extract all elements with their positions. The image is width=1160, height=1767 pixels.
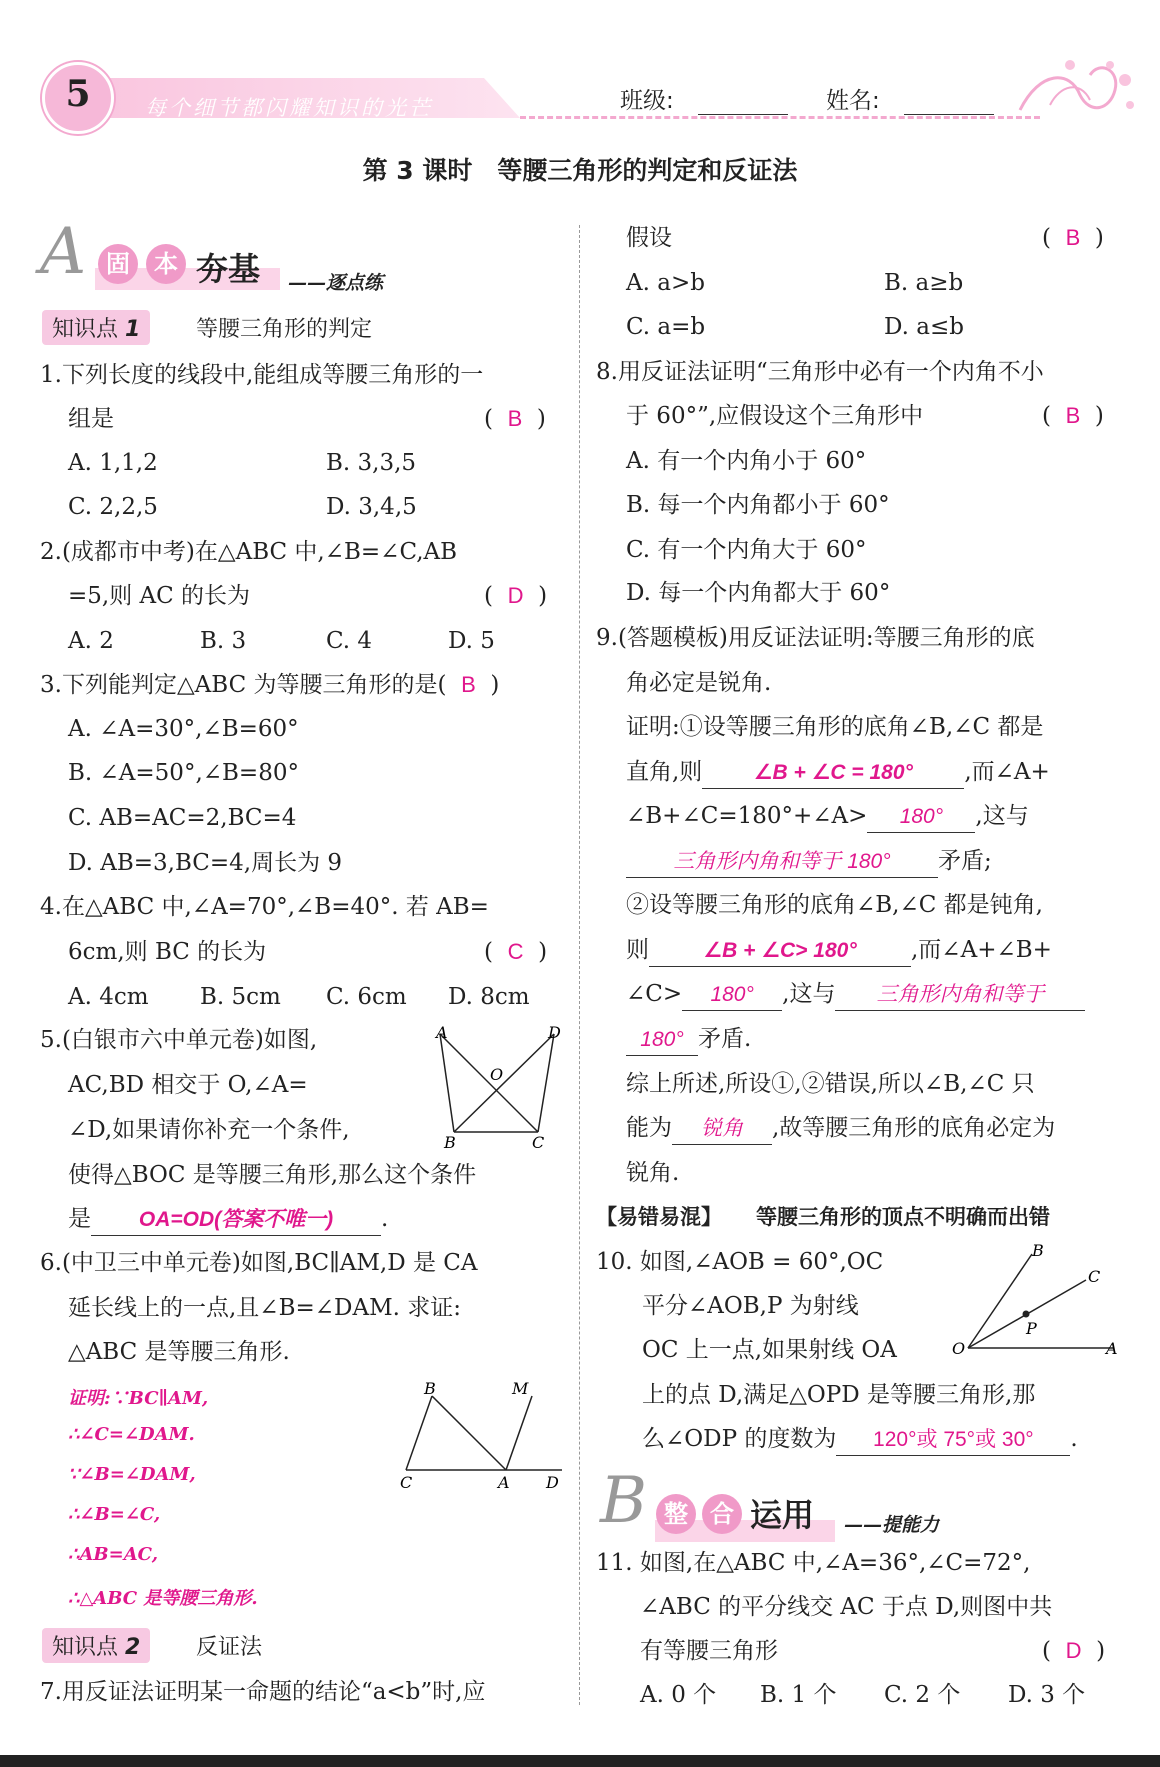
section-b-letter: B bbox=[600, 1464, 648, 1538]
q5-fig-label-c: C bbox=[532, 1133, 545, 1148]
q4-line1: 4.在△ABC 中,∠A=70°,∠B=40°. 若 AB= bbox=[40, 894, 489, 920]
q9-line11: 综上所述,所设①,②错误,所以∠B,∠C 只 bbox=[626, 1071, 1035, 1097]
q9-line4 bbox=[626, 757, 1050, 789]
q2-option-c: C. 4 bbox=[326, 628, 373, 654]
q11-line2: ∠ABC 的平分线交 AC 于点 D,则图中共 bbox=[640, 1594, 1053, 1620]
q9-line9b: ,这与 bbox=[782, 981, 836, 1007]
q9-blank-2: 180° bbox=[867, 802, 975, 833]
q10-fig-label-a: A bbox=[1106, 1339, 1118, 1358]
q10-fig-label-p: P bbox=[1026, 1319, 1037, 1338]
q9-blank-6a: 三角形内角和等于 bbox=[835, 980, 1085, 1011]
q9-line1: 9.(答题模板)用反证法证明:等腰三角形的底 bbox=[596, 625, 1035, 651]
q11-answer: D bbox=[1065, 1638, 1082, 1663]
q10-figure bbox=[946, 1240, 1122, 1360]
q5-line2: AC,BD 相交于 O,∠A= bbox=[68, 1072, 308, 1098]
q11-line3: 有等腰三角形 bbox=[640, 1638, 778, 1664]
q9-line2: 角必定是锐角. bbox=[626, 670, 772, 696]
q3-stem: 3.下列能判定△ABC 为等腰三角形的是( bbox=[40, 672, 447, 698]
q7-line2: 假设 bbox=[626, 225, 672, 251]
q9-line8b: ,而∠A+∠B+ bbox=[911, 937, 1052, 963]
q2-option-b: B. 3 bbox=[200, 628, 247, 654]
q9-line4b: ,而∠A+ bbox=[964, 759, 1050, 785]
q9-line8a: 则 bbox=[626, 937, 649, 963]
q4-line2: 6cm,则 BC 的长为 bbox=[68, 939, 267, 965]
kp2-number: 2 bbox=[125, 1635, 141, 1660]
q7-option-a: A. a>b bbox=[626, 270, 705, 296]
class-label: 班级: bbox=[620, 88, 674, 114]
q2-option-d: D. 5 bbox=[448, 628, 495, 654]
q9-line12b: ,故等腰三角形的底角必定为 bbox=[772, 1115, 1056, 1141]
q3-answer: B bbox=[461, 672, 476, 697]
q10-fig-label-b: B bbox=[1032, 1241, 1044, 1260]
q6-proof-line-4: ∴∠B=∠C, bbox=[68, 1504, 161, 1525]
q10-line2: 平分∠AOB,P 为射线 bbox=[642, 1293, 859, 1319]
q5-answer: OA=OD(答案不唯一) bbox=[91, 1205, 381, 1236]
q6-proof-line-2: ∴∠C=∠DAM. bbox=[68, 1424, 195, 1445]
column-divider bbox=[579, 225, 580, 1705]
kp-number: 1 bbox=[125, 317, 141, 342]
q10-line3: OC 上一点,如果射线 OA bbox=[642, 1337, 897, 1363]
q3-option-d: D. AB=3,BC=4,周长为 9 bbox=[68, 850, 343, 876]
q1-line1: 1.下列长度的线段中,能组成等腰三角形的一 bbox=[40, 362, 484, 388]
q7-line1: 7.用反证法证明某一命题的结论“a<b”时,应 bbox=[40, 1679, 486, 1705]
q2-answer-box: ( D ) bbox=[484, 583, 548, 609]
q9-blank-3: 三角形内角和等于 180° bbox=[626, 847, 938, 878]
header-dashed-line bbox=[520, 116, 1040, 119]
section-b-subtitle: ——提能力 bbox=[844, 1514, 940, 1536]
q9-blank-5: 180° bbox=[682, 980, 782, 1011]
q5-line5: 是 OA=OD(答案不唯一) . bbox=[68, 1204, 388, 1236]
q9-line13: 锐角. bbox=[626, 1160, 680, 1186]
q11-option-d: D. 3 个 bbox=[1008, 1682, 1086, 1708]
q5-fig-label-b: B bbox=[444, 1133, 456, 1148]
q10-line5a: 么∠ODP 的度数为 bbox=[642, 1426, 837, 1452]
q9-line6b: 矛盾; bbox=[938, 848, 992, 874]
q9-line5a: ∠B+∠C=180°+∠A> bbox=[626, 803, 868, 829]
q6-proof-line-5: ∴AB=AC, bbox=[68, 1544, 158, 1565]
knowledge-point-badge-2 bbox=[42, 1628, 150, 1663]
lesson-title: 第 3 课时 等腰三角形的判定和反证法 bbox=[362, 156, 798, 185]
q1-line2: 组是 bbox=[68, 406, 114, 432]
q6-proof-line-3: ∵∠B=∠DAM, bbox=[68, 1464, 196, 1485]
q9-blank-7: 锐角 bbox=[672, 1114, 772, 1145]
q2-option-a: A. 2 bbox=[68, 628, 114, 654]
q3-option-b: B. ∠A=50°,∠B=80° bbox=[68, 760, 299, 786]
q11-option-b: B. 1 个 bbox=[760, 1682, 837, 1708]
q6-proof-line-6: ∴△ABC 是等腰三角形. bbox=[68, 1588, 258, 1609]
q7-option-d: D. a≤b bbox=[884, 314, 964, 340]
q4-option-c: C. 6cm bbox=[326, 984, 407, 1010]
q4-answer-box: ( C ) bbox=[484, 939, 548, 965]
q9-line5 bbox=[626, 801, 1029, 833]
section-b-circle-2: 合 bbox=[702, 1494, 742, 1534]
q4-option-b: B. 5cm bbox=[200, 984, 281, 1010]
q9-line6 bbox=[626, 846, 992, 878]
q6-fig-label-c: C bbox=[400, 1473, 413, 1490]
q5-fig-label-a: A bbox=[436, 1024, 448, 1042]
section-a-letter: A bbox=[40, 215, 87, 289]
q1-option-b: B. 3,3,5 bbox=[326, 450, 417, 476]
q9-blank-4: ∠B + ∠C> 180° bbox=[649, 936, 911, 967]
q7-option-c: C. a=b bbox=[626, 314, 706, 340]
q1-option-d: D. 3,4,5 bbox=[326, 494, 417, 520]
q9-line7: ②设等腰三角形的底角∠B,∠C 都是钝角, bbox=[626, 892, 1043, 918]
q8-answer: B bbox=[1065, 403, 1081, 428]
q3-option-c: C. AB=AC=2,BC=4 bbox=[68, 805, 297, 831]
q4-answer: C bbox=[507, 939, 524, 964]
q1-option-c: C. 2,2,5 bbox=[68, 494, 158, 520]
q1-answer: B bbox=[507, 406, 523, 431]
q6-line2: 延长线上的一点,且∠B=∠DAM. 求证: bbox=[68, 1295, 461, 1321]
q10-line5: 么∠ODP 的度数为 120°或 75°或 30° . bbox=[642, 1424, 1078, 1456]
q8-line2: 于 60°”,应假设这个三角形中 bbox=[626, 403, 924, 429]
q8-option-a: A. 有一个内角小于 60° bbox=[626, 448, 867, 474]
q11-line1: 11. 如图,在△ABC 中,∠A=36°,∠C=72°, bbox=[596, 1550, 1031, 1576]
q9-line10 bbox=[626, 1024, 751, 1056]
q1-answer-box: ( B ) bbox=[484, 406, 546, 432]
q9-line9 bbox=[626, 979, 1085, 1011]
q5-line5-text: 是 bbox=[68, 1206, 91, 1232]
q9-line10b: 矛盾. bbox=[698, 1026, 752, 1052]
name-label: 姓名: bbox=[826, 88, 880, 114]
q5-fig-label-d: D bbox=[548, 1024, 561, 1042]
q5-fig-label-o: O bbox=[490, 1065, 504, 1084]
q7-option-b: B. a≥b bbox=[884, 270, 964, 296]
kp-label: 知识点 bbox=[52, 317, 119, 342]
section-a-subtitle: ——逐点练 bbox=[288, 272, 384, 294]
q6-line1: 6.(中卫三中单元卷)如图,BC∥AM,D 是 CA bbox=[40, 1250, 478, 1276]
kp2-label: 知识点 bbox=[52, 1635, 119, 1660]
q9-blank-1: ∠B + ∠C = 180° bbox=[702, 758, 964, 789]
q11-option-c: C. 2 个 bbox=[884, 1682, 961, 1708]
bottom-bar bbox=[0, 1755, 1160, 1767]
q8-option-d: D. 每一个内角都大于 60° bbox=[626, 580, 891, 606]
name-blank bbox=[904, 114, 994, 115]
section-a-circle-2: 本 bbox=[146, 244, 186, 284]
q9-blank-6b: 180° bbox=[626, 1025, 698, 1056]
q9-line9a: ∠C> bbox=[626, 981, 683, 1007]
q5-line3: ∠D,如果请你补充一个条件, bbox=[68, 1117, 350, 1143]
q5-figure bbox=[432, 1024, 570, 1148]
section-b-circle-1: 整 bbox=[656, 1494, 696, 1534]
section-a-circle-1: 固 bbox=[98, 244, 138, 284]
q10-line4: 上的点 D,满足△OPD 是等腰三角形,那 bbox=[642, 1382, 1036, 1408]
q9-line4a: 直角,则 bbox=[626, 759, 703, 785]
q6-fig-label-m: M bbox=[512, 1380, 529, 1398]
q11-answer-box: ( D ) bbox=[1042, 1638, 1106, 1664]
q8-option-c: C. 有一个内角大于 60° bbox=[626, 537, 867, 563]
page-number: 5 bbox=[65, 73, 91, 115]
q6-fig-label-b: B bbox=[424, 1380, 436, 1398]
q5-line4: 使得△BOC 是等腰三角形,那么这个条件 bbox=[68, 1162, 477, 1188]
q1-option-a: A. 1,1,2 bbox=[68, 450, 158, 476]
flourish-ornament-icon bbox=[1010, 50, 1140, 130]
error-title: 等腰三角形的顶点不明确而出错 bbox=[756, 1205, 1050, 1229]
header-slogan: 每个细节都闪耀知识的光芒 bbox=[145, 96, 433, 120]
q9-line3: 证明:①设等腰三角形的底角∠B,∠C 都是 bbox=[626, 714, 1044, 740]
knowledge-point-badge bbox=[42, 310, 150, 345]
q3-line1: 3.下列能判定△ABC 为等腰三角形的是( B ) bbox=[40, 672, 500, 698]
section-b-title: 运用 bbox=[750, 1496, 815, 1534]
q10-answer: 120°或 75°或 30° bbox=[836, 1425, 1070, 1456]
q6-fig-label-d: D bbox=[546, 1473, 559, 1490]
q4-option-d: D. 8cm bbox=[448, 984, 530, 1010]
q9-line12a: 能为 bbox=[626, 1115, 672, 1141]
q9-line12 bbox=[626, 1113, 1055, 1145]
q4-option-a: A. 4cm bbox=[68, 984, 149, 1010]
class-blank bbox=[698, 114, 788, 115]
q8-answer-box: ( B ) bbox=[1042, 403, 1104, 429]
kp-title: 等腰三角形的判定 bbox=[196, 317, 373, 342]
section-a-title: 夯基 bbox=[196, 250, 261, 288]
q3-option-a: A. ∠A=30°,∠B=60° bbox=[68, 716, 299, 742]
kp2-title: 反证法 bbox=[196, 1635, 263, 1660]
q2-line1: 2.(成都市中考)在△ABC 中,∠B=∠C,AB bbox=[40, 539, 458, 565]
q7-answer: B bbox=[1065, 225, 1081, 250]
q6-fig-label-a: A bbox=[498, 1473, 510, 1490]
q10-fig-label-c: C bbox=[1088, 1267, 1101, 1286]
q6-figure bbox=[396, 1380, 568, 1490]
q2-line2: =5,则 AC 的长为 bbox=[68, 583, 251, 609]
q9-line5b: ,这与 bbox=[975, 803, 1029, 829]
q11-option-a: A. 0 个 bbox=[640, 1682, 717, 1708]
q10-fig-label-o: O bbox=[952, 1339, 966, 1358]
q9-line8 bbox=[626, 935, 1052, 967]
q8-option-b: B. 每一个内角都小于 60° bbox=[626, 492, 890, 518]
q6-proof-line-1: 证明:∵BC∥AM, bbox=[68, 1388, 209, 1409]
q5-line1: 5.(白银市六中单元卷)如图, bbox=[40, 1027, 318, 1053]
q8-line1: 8.用反证法证明“三角形中必有一个内角不小 bbox=[596, 359, 1044, 385]
q2-answer: D bbox=[507, 583, 524, 608]
q6-line3: △ABC 是等腰三角形. bbox=[68, 1339, 290, 1365]
q7-answer-box: ( B ) bbox=[1042, 225, 1104, 251]
error-label: 【易错易混】 bbox=[596, 1205, 722, 1229]
q10-line1: 10. 如图,∠AOB = 60°,OC bbox=[596, 1249, 884, 1275]
